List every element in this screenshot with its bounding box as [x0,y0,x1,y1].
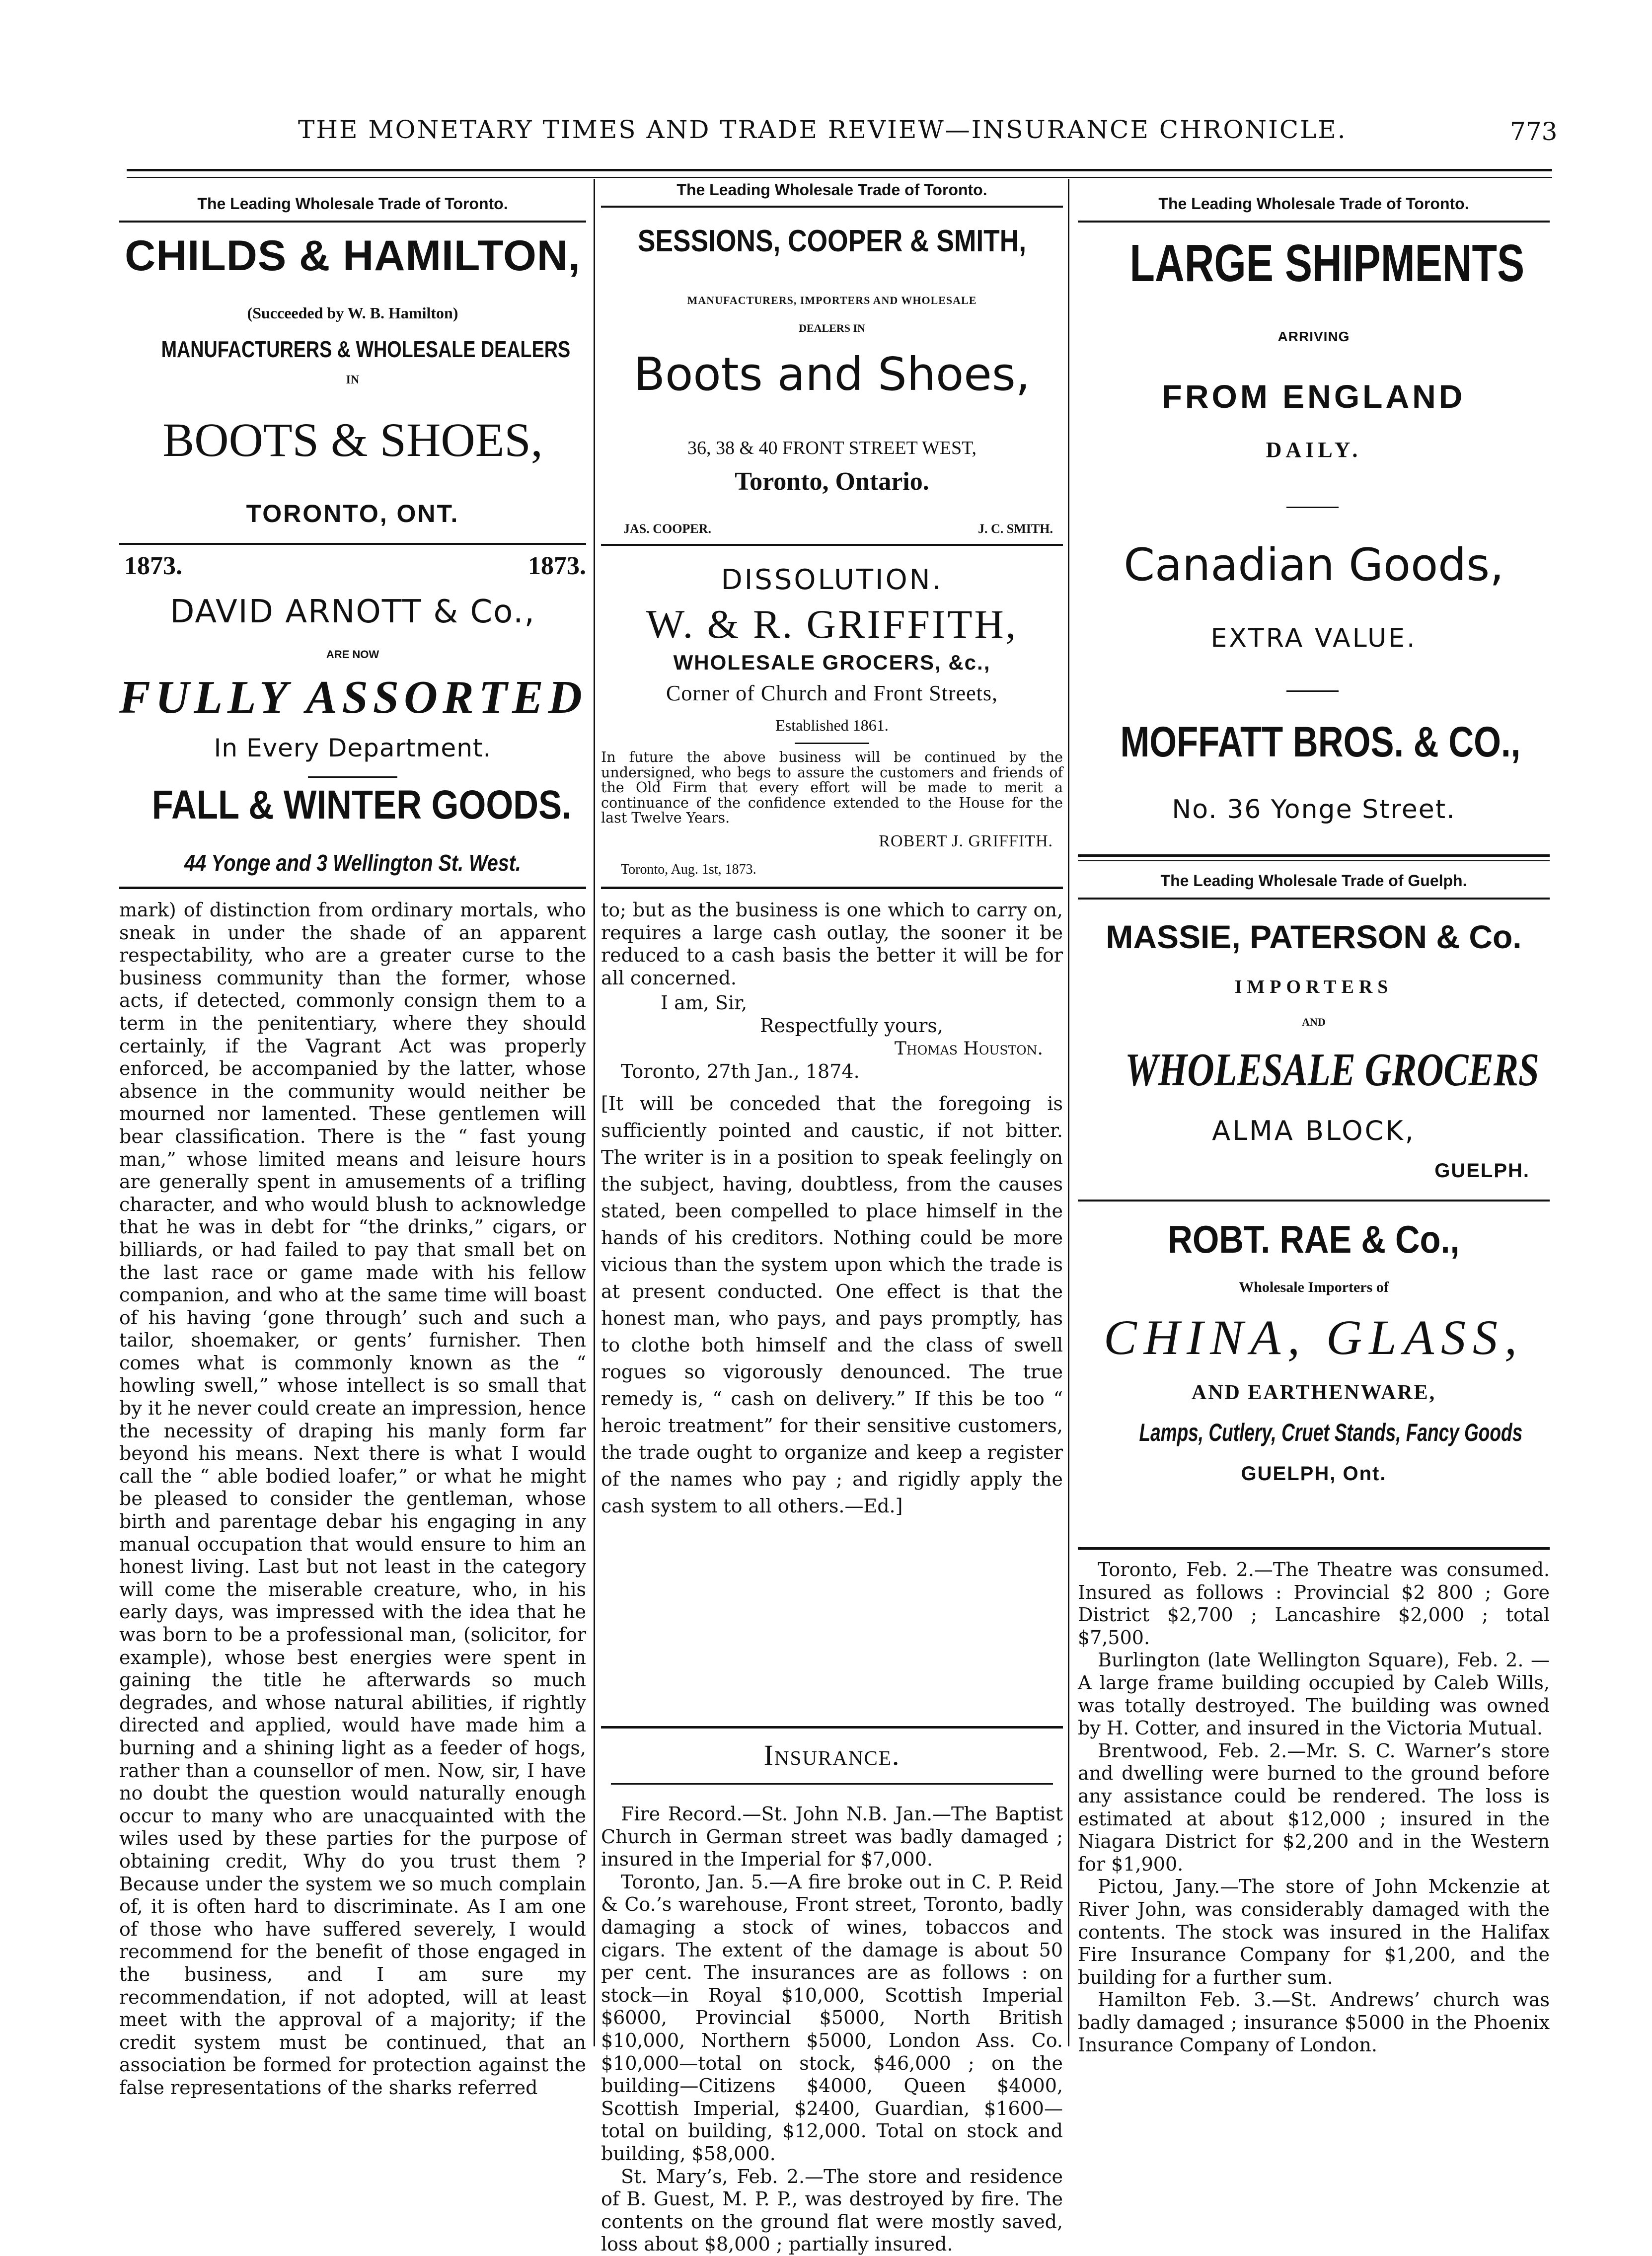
dissolution-notice: In future the above business will be continued by the undersigned, who begs to assure the customers and friends of the Old Firm that every effort will be made to merit a continuance of the confidence extended to the House for the last Twelve Years. [601,749,1063,826]
lamps-cutlery: Lamps, Cutlery, Cruet Stands, Fancy Goods [1139,1419,1523,1446]
letter-salute: I am, Sir, [661,992,748,1014]
short-rule [1286,690,1339,692]
importers: IMPORTERS [1234,977,1393,997]
label-rule [1078,221,1550,223]
ad-bottom-rule-thin [1078,860,1550,861]
and-earthenware: AND EARTHENWARE, [1191,1381,1436,1404]
label-rule [1078,898,1550,900]
column-1 [119,189,587,2099]
column-divider-1 [594,179,595,2046]
ad-rule [601,544,1063,546]
china-glass: CHINA, GLASS, [1104,1310,1524,1365]
guelph-ont: GUELPH, Ont. [1241,1463,1387,1485]
wholesale-importers-of: Wholesale Importers of [1239,1279,1389,1295]
robt-rae-firm: ROBT. RAE & Co., [1168,1217,1460,1261]
insurance-rule [601,1726,1063,1729]
guelph: GUELPH. [1434,1160,1530,1182]
dealers-in: DEALERS IN [799,322,865,334]
fire-record-list [601,1803,1063,2256]
letter-paragraph: mark) of distinction from ordinary mortals, who sneak in under the shade of an apparent respectability, who are a greater curse to the business community than the former, whose acts, if detected, commonly consign them to a term in the penitentiary, where they should certainly, if the Vagrant Act was properly enforced, be accompanied by the latter, whose absence in the community would neither be mourned nor lamented. These gentlemen will bear classification. There is the “ fast young man,” whose limited means and leisure hours are generally spent in amusements of a trifling character, and who would blush to acknowledge that he was in debt for “the drinks,” cigars, or billiards, or had failed to pay that small bet on the last race or game made with his fellow companion, and who at the same time will boast of his having ‘gone through’ such and such a tailor, shoemaker, or gents’ furnisher. Then comes what is commonly known as the “ howling swell,” whose intellect is so small that by it he never could create an impression, hence the necessity of draping his manly form far beyond his means. Next there is what I would call the “ able bodied loafer,” or what he might be pleased to consider the gentleman, whose birth and parentage debar his engaging in any manual occupation that would ensure to him an honest living. Last but not least in the category will come the miserable creature, who, in his early days, was impressed with the idea that he was born to be a professional man, (solicitor, for example), whose best energies were spent in gaining the title he afterwards so much degrades, and whose natural abilities, if rightly directed and applied, would have made him a burning and a shining light as a feeder of hogs, rather than a counsellor of men. Now, sir, I have no doubt the question would naturally enough occur to many who are unacquainted with the wiles used by these parties for the purpose of obtaining credit, Why do you trust them ? Because under the system we so much complain of, it is often hard to discriminate. As I am one of those who have suffered severely, I would recommend for the benefit of those engaged in the business, and I am sure my recommendation, if not adopted, will at least meet with the approval of a majority; if the credit system must be continued, that an association be formed for protection against the false representations of the sharks referred [119,899,586,2099]
griffith-signature: ROBERT J. GRIFFITH. [879,832,1053,850]
letter-body [119,899,586,2099]
david-arnott-firm: DAVID ARNOTT & Co., [170,594,535,630]
dissolution-date: Toronto, Aug. 1st, 1873. [621,862,756,877]
fire-record-entry: Brentwood, Feb. 2.—Mr. S. C. Warner’s store and dwelling were burned to the ground before any assistance could be rendered. The loss is estimated at about $12,000 ; insured in the Niagara District for $2,200 and in the Western for $1,900. [1078,1739,1550,1875]
column-2 [601,179,1063,2256]
church-front-corner: Corner of Church and Front Streets, [666,681,998,705]
sessions-cooper-smith-firm: SESSIONS, COOPER & SMITH, [637,224,1027,258]
label-rule [119,221,586,223]
year-right: 1873. [528,552,586,580]
partner-smith: J. C. SMITH. [978,522,1053,536]
are-now: ARE NOW [326,648,379,661]
daily: DAILY. [1266,438,1362,462]
fire-record-entry: Fire Record.—St. John N.B. Jan.—The Baptist Church in German street was badly damaged ; insured in the Imperial for $7,000. [601,1803,1063,1871]
short-rule [795,743,869,744]
letter-closing: Respectfully yours, [760,1015,943,1037]
childs-hamilton-firm: CHILDS & HAMILTON, [125,232,581,280]
label-rule [601,206,1063,208]
canadian-goods: Canadian Goods, [1124,539,1504,591]
fully-assorted: FULLY ASSORTED [119,672,587,723]
griffith-firm: W. & R. GRIFFITH, [646,602,1018,647]
column-divider-2 [1068,179,1069,2046]
letter-date: Toronto, 27th Jan., 1874. [621,1060,860,1082]
fire-record-entry: Toronto, Jan. 5.—A fire broke out in C. P. Reid & Co.’s warehouse, Front street, Toronto, badly damaging a stock of wines, tobaccos and cigars. The extent of the damage is about 50 per cent. The insurances are as follows : on stock—in Royal $10,000, Scottish Imperial $6000, Provincial $5000, North British $10,000, Northern $5000, London Ass. Co. $10,000—total on stock, $46,000 ; on the building—Citizens $4000, Queen $4000, Scottish Imperial, $2400, Guardian, $1600—total on building, $12,000. Total on stock and building, $58,000. [601,1871,1063,2165]
ad-rule [1078,1200,1550,1202]
ad-bottom-rule [601,887,1063,889]
section-label: The Leading Wholesale Trade of Toronto. [1158,195,1469,213]
fire-record-entry: St. Mary’s, Feb. 2.—The store and residence of B. Guest, M. P. P., was destroyed by fire. The contents on the ground flat were mostly saved, loss about $8,000 ; partially insured. [601,2165,1063,2256]
year-left: 1873. [124,552,182,580]
running-title: THE MONETARY TIMES AND TRADE REVIEW—INSURANCE CHRONICLE. [298,115,1347,144]
yonge-street-address: No. 36 Yonge Street. [1172,795,1456,825]
section-label-guelph: The Leading Wholesale Trade of Guelph. [1160,872,1467,890]
ad-bottom-rule [1078,1547,1550,1550]
arriving: ARRIVING [1277,329,1350,344]
section-label: The Leading Wholesale Trade of Toronto. [197,195,508,213]
large-shipments: LARGE SHIPMENTS [1129,234,1525,293]
succeeded-by: (Succeeded by W. B. Hamilton) [247,304,458,322]
ad-bottom-rule [119,887,586,889]
column-3 [1078,189,1550,2056]
partner-cooper: JAS. COOPER. [623,522,711,536]
in-line: IN [346,374,360,386]
ad-rule [119,543,586,545]
moffatt-bros-firm: MOFFATT BROS. & CO., [1120,718,1521,766]
header-rule-thin [127,177,1552,178]
fall-winter-goods: FALL & WINTER GOODS. [151,782,572,827]
insurance-heading: Insurance. [763,1739,901,1771]
fire-record-list-continued [1078,1559,1550,2057]
editorial-note: [It will be conceded that the foregoing is sufficiently pointed and caustic, if not bitter. The writer is in a position to speak feelingly on the subject, having, doubtless, from the causes stated, been compelled to place himself in the hands of his creditors. Nothing could be more vicious than the system upon which the trade is at present conducted. One effect is that the honest man, who pays, and pays promptly, has to clothe both himself and the class of swell rogues so vigorously denounced. The true remedy is, “ cash on delivery.” If this be too “ heroic treatment” for their sensitive customers, the trade ought to organize and keep a register of the names who pay ; and rigidly apply the cash system to all others.—Ed.] [601,1093,1063,1517]
wholesale-grocers-heading: WHOLESALE GROCERS [1125,1044,1539,1096]
from-england: FROM ENGLAND [1162,378,1466,415]
fire-record-entry: Burlington (late Wellington Square), Feb. 2. —A large frame building occupied by Caleb Wills, was totally destroyed. The building was owned by H. Cotter, and insured in the Victoria Mutual. [1078,1649,1550,1739]
toronto-ont: TORONTO, ONT. [246,500,459,527]
massie-paterson-firm: MASSIE, PATERSON & Co. [1106,918,1522,955]
front-street-address: 36, 38 & 40 FRONT STREET WEST, [687,438,976,458]
toronto-ontario: Toronto, Ontario. [735,467,929,496]
established-1861: Established 1861. [775,716,889,734]
page-number: 773 [1510,117,1558,146]
letter-continuation: to; but as the business is one which to carry on, requires a large cash outlay, the sooner it be reduced to a cash basis the better it will be for all concerned. [601,899,1063,989]
alma-block: ALMA BLOCK, [1212,1115,1416,1146]
insurance-wavy-rule [611,1783,1053,1785]
fire-record-entry: Toronto, Feb. 2.—The Theatre was consumed. Insured as follows : Provincial $2 800 ; Gore District $2,700 ; Lancashire $2,000 ; total $7,500. [1078,1559,1550,1649]
fire-record-entry: Hamilton Feb. 3.—St. Andrews’ church was badly damaged ; insurance $5000 in the Phoenix Insurance Company of London. [1078,1989,1550,2056]
fire-record-entry: Pictou, Jany.—The store of John Mckenzie at River John, was considerably damaged with the contents. The stock was insured in the Halifax Fire Insurance Company for $1,200, and the building for a further sum. [1078,1876,1550,1988]
extra-value: EXTRA VALUE. [1210,623,1417,653]
short-rule [308,776,397,778]
arnott-address: 44 Yonge and 3 Wellington St. West. [184,850,521,876]
and-line: AND [1302,1016,1326,1028]
dissolution-title: DISSOLUTION. [721,564,943,596]
manufacturers-line: MANUFACTURERS & WHOLESALE DEALERS [161,336,571,362]
letter-author: Thomas Houston. [894,1039,1043,1059]
header-rule [127,169,1552,171]
manufacturers-importers: MANUFACTURERS, IMPORTERS AND WHOLESALE [687,294,977,306]
wholesale-grocers: WHOLESALE GROCERS, &c., [673,651,991,674]
boots-and-shoes-heading: Boots and Shoes, [633,348,1031,401]
boots-shoes-heading: BOOTS & SHOES, [162,413,543,466]
ad-bottom-rule [1078,854,1550,857]
section-label: The Leading Wholesale Trade of Toronto. [676,181,987,199]
every-department: In Every Department. [214,734,492,762]
short-rule [1286,507,1339,508]
